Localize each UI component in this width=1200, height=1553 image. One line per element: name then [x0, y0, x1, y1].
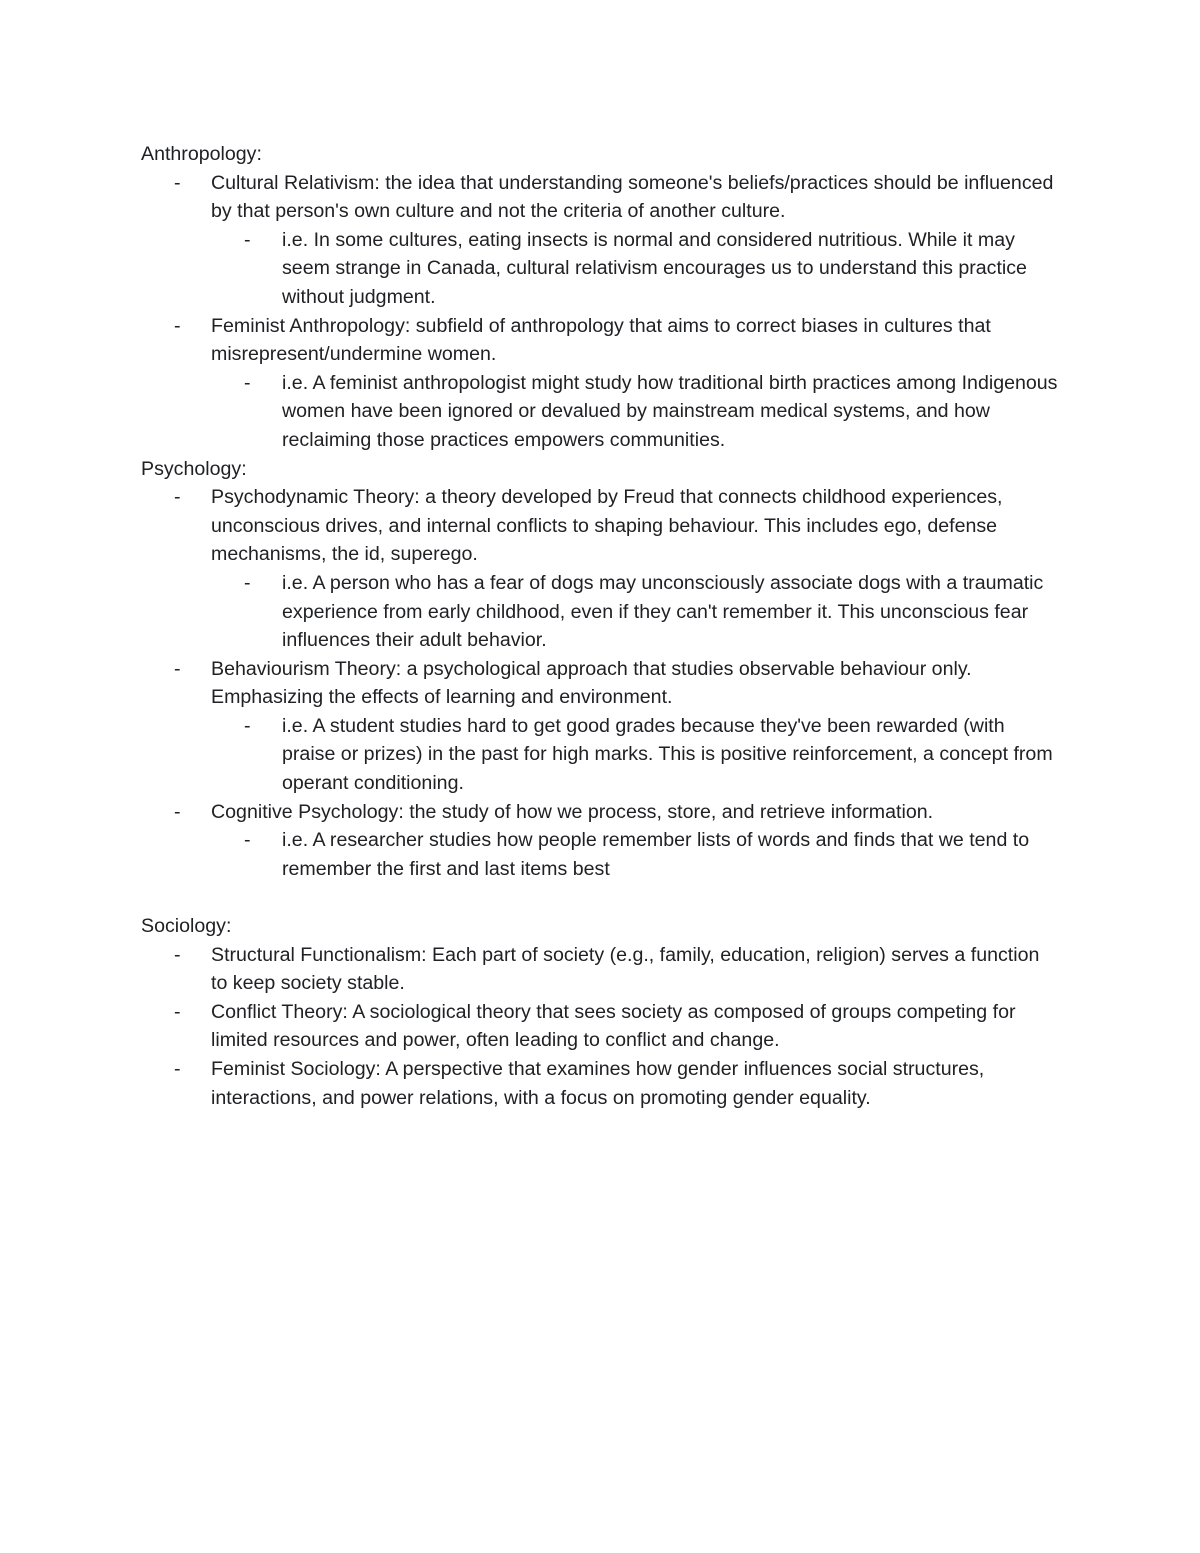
list-item-text: Cognitive Psychology: the study of how we process, store, and retrieve information.: [211, 800, 934, 823]
bullet-list: [141, 483, 1061, 883]
sub-list-item: [211, 712, 1061, 798]
dash-bullet: -: [244, 228, 251, 251]
dash-bullet: -: [244, 714, 251, 737]
section-heading: Psychology:: [141, 457, 247, 480]
dash-bullet: -: [244, 371, 251, 394]
list-item: [141, 798, 1061, 884]
sub-list-item: [211, 226, 1061, 312]
list-item: [141, 312, 1061, 455]
list-item-text: Behaviourism Theory: a psychological approach that studies observable behaviour only. Emphasizing the effects of learning and environment.: [211, 657, 972, 709]
dash-bullet: -: [244, 829, 251, 852]
dash-bullet: -: [244, 571, 251, 594]
list-item: [141, 169, 1061, 312]
section-sociology: [141, 912, 1061, 1112]
dash-bullet: -: [174, 1058, 181, 1080]
section-anthropology: [141, 140, 1061, 455]
bullet-list: [141, 169, 1061, 455]
example-text: i.e. A researcher studies how people remember lists of words and finds that we tend to remember the first and last items best: [282, 829, 1030, 880]
list-item-text: Structural Functionalism: Each part of society (e.g., family, education, religion) serves a function to keep society stable.: [211, 943, 1040, 995]
section-heading: Sociology:: [141, 915, 232, 938]
list-item: [141, 483, 1061, 655]
sub-list-item: [211, 369, 1061, 455]
list-item-text: Feminist Anthropology: subfield of anthropology that aims to correct biases in cultures that misrepresent/undermine women.: [211, 314, 991, 366]
bullet-list: [141, 941, 1061, 1113]
sub-bullet-list: [211, 369, 1061, 455]
blank-line: [141, 883, 1061, 912]
list-item: [141, 1055, 1061, 1112]
list-item-text: Cultural Relativism: the idea that understanding someone's beliefs/practices should be influenced by that person's own culture and not the criteria of another culture.: [211, 171, 1054, 223]
document-body: [141, 140, 1061, 1112]
example-text: i.e. A feminist anthropologist might study how traditional birth practices among Indigenous women have been ignored or devalued by mainstream medical systems, and how reclaiming those practices empowers communities.: [282, 371, 1058, 451]
example-text: i.e. A person who has a fear of dogs may unconsciously associate dogs with a traumatic experience from early childhood, even if they can't remember it. This unconscious fear influences their adult behavior.: [282, 571, 1044, 652]
dash-bullet: -: [174, 314, 181, 337]
sub-bullet-list: [211, 569, 1061, 655]
section-psychology: [141, 455, 1061, 884]
dash-bullet: -: [174, 657, 181, 680]
list-item: [141, 998, 1061, 1055]
sub-list-item: [211, 826, 1061, 883]
list-item: [141, 941, 1061, 998]
list-item-text: Conflict Theory: A sociological theory that sees society as composed of groups competing for limited resources and power, often leading to conflict and change.: [211, 1000, 1016, 1052]
list-item-text: Feminist Sociology: A perspective that examines how gender influences social structures, interactions, and power relations, with a focus on promoting gender equality.: [211, 1058, 985, 1109]
list-item: [141, 655, 1061, 798]
dash-bullet: -: [174, 171, 181, 194]
example-text: i.e. A student studies hard to get good grades because they've been rewarded (with praise or prizes) in the past for high marks. This is positive reinforcement, a concept from operant conditioning.: [282, 714, 1053, 795]
dash-bullet: -: [174, 486, 181, 509]
list-item-text: Psychodynamic Theory: a theory developed by Freud that connects childhood experiences, unconscious drives, and internal conflicts to shaping behaviour. This includes ego, defense mechanisms, the id, superego.: [211, 486, 1003, 566]
example-text: i.e. In some cultures, eating insects is normal and considered nutritious. While it may seem strange in Canada, cultural relativism encourages us to understand this practice without judgment.: [282, 228, 1027, 308]
sub-bullet-list: [211, 226, 1061, 312]
dash-bullet: -: [174, 1000, 181, 1023]
dash-bullet: -: [174, 943, 181, 966]
sub-bullet-list: [211, 712, 1061, 798]
dash-bullet: -: [174, 800, 181, 823]
section-heading: Anthropology:: [141, 143, 262, 165]
sub-bullet-list: [211, 826, 1061, 883]
sub-list-item: [211, 569, 1061, 655]
